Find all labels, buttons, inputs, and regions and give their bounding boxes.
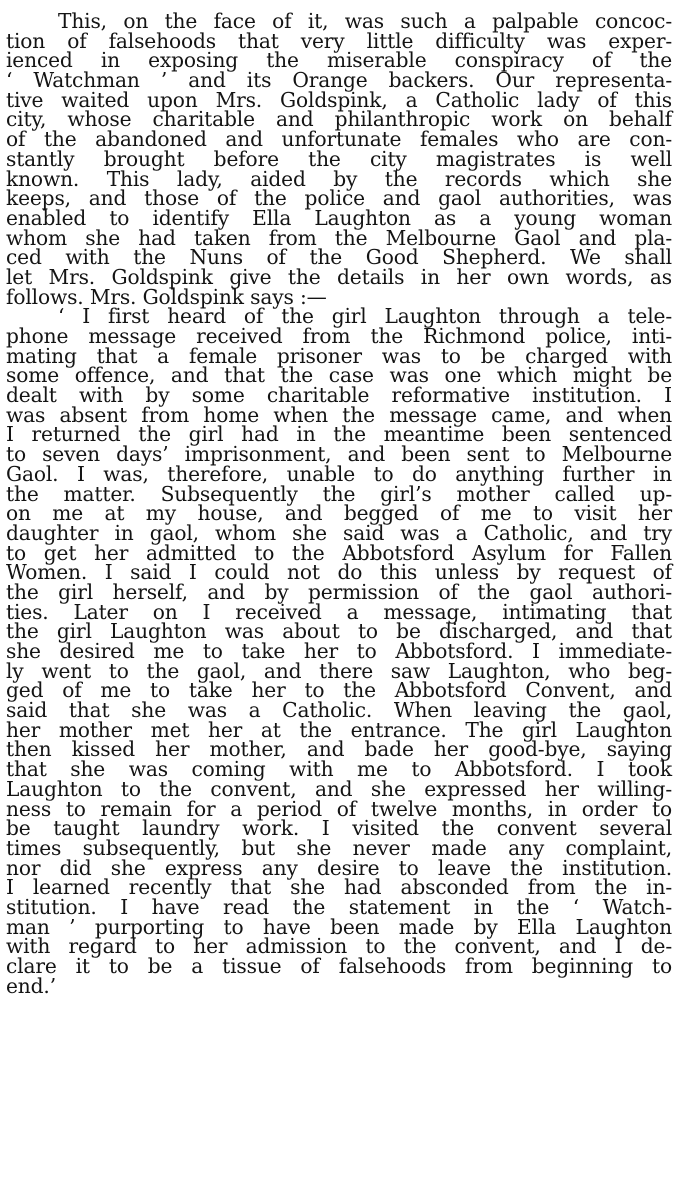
- text-line: I returned the girl had in the meantime been sentenced: [6, 422, 672, 447]
- text-line: ties. Later on I received a message, intimating that: [6, 599, 672, 624]
- text-line: city, whose charitable and philanthropic work on behalf: [6, 107, 672, 132]
- text-line: known. This lady, aided by the records which she: [6, 166, 672, 191]
- text-line: dealt with by some charitable reformative institution. I: [6, 383, 672, 408]
- text-line: ‘ Watchman ’ and its Orange backers. Our representa-: [6, 68, 672, 93]
- text-line: Women. I said I could not do this unless by request of: [6, 560, 672, 585]
- text-line: to get her admitted to the Abbotsford Asylum for Fallen: [6, 540, 672, 565]
- text-line: Gaol. I was, therefore, unable to do anything further in: [6, 461, 672, 486]
- text-line: ‘ I first heard of the girl Laughton through a tele-: [58, 304, 672, 329]
- article-paragraph-1: [6, 9, 672, 309]
- text-line: end.’: [6, 973, 56, 998]
- text-line: then kissed her mother, and bade her good-bye, saying: [6, 737, 672, 762]
- text-line: she desired me to take her to Abbotsford. I immediate-: [6, 639, 672, 663]
- text-line: her mother met her at the entrance. The girl Laughton: [6, 717, 672, 742]
- newspaper-column: [6, 9, 672, 998]
- text-line: tion of falsehoods that very little difficulty was exper-: [6, 28, 672, 53]
- text-line: This, on the face of it, was such a palpable concoc-: [58, 9, 672, 33]
- text-line: let Mrs. Goldspink give the details in her own words, as: [6, 264, 672, 289]
- text-line: tive waited upon Mrs. Goldspink, a Catholic lady of this: [6, 87, 672, 112]
- text-line: with regard to her admission to the convent, and I de-: [6, 934, 672, 959]
- article-paragraph-2: [6, 304, 672, 998]
- text-line: ged of me to take her to the Abbotsford Convent, and: [6, 678, 672, 703]
- text-line: stitution. I have read the statement in the ‘ Watch-: [6, 894, 672, 919]
- text-line: nor did she express any desire to leave the institution.: [6, 855, 672, 880]
- text-line: on me at my house, and begged of me to visit her: [6, 501, 672, 526]
- text-line: be taught laundry work. I visited the convent several: [6, 816, 672, 841]
- text-line: keeps, and those of the police and gaol authorities, was: [6, 186, 672, 211]
- text-line: I learned recently that she had absconded from the in-: [6, 875, 672, 900]
- text-line: enabled to identify Ella Laughton as a young woman: [6, 205, 672, 230]
- text-line: that she was coming with me to Abbotsford. I took: [6, 757, 672, 782]
- text-line: follows. Mrs. Goldspink says :—: [6, 284, 327, 309]
- text-line: to seven days’ imprisonment, and been sent to Melbourne: [6, 442, 672, 467]
- text-line: some offence, and that the case was one which might be: [6, 363, 672, 388]
- text-line: said that she was a Catholic. When leaving the gaol,: [6, 698, 672, 723]
- text-line: whom she had taken from the Melbourne Gaol and pla-: [6, 225, 672, 250]
- text-line: mating that a female prisoner was to be charged with: [6, 343, 672, 368]
- text-line: ced with the Nuns of the Good Shepherd. We shall: [6, 245, 672, 270]
- text-line: the girl herself, and by permission of the gaol authori-: [6, 579, 672, 604]
- text-line: daughter in gaol, whom she said was a Catholic, and try: [6, 520, 672, 545]
- text-line: man ’ purporting to have been made by Ella Laughton: [6, 914, 672, 939]
- text-line: of the abandoned and unfortunate females who are con-: [6, 127, 672, 152]
- text-line: ness to remain for a period of twelve months, in order to: [6, 796, 672, 821]
- text-line: the matter. Subsequently the girl’s mother called up-: [6, 481, 672, 506]
- text-line: times subsequently, but she never made any complaint,: [6, 835, 672, 860]
- text-line: the girl Laughton was about to be discharged, and that: [6, 619, 672, 644]
- text-line: ly went to the gaol, and there saw Laughton, who beg-: [6, 658, 672, 683]
- text-line: stantly brought before the city magistrates is well: [6, 146, 672, 171]
- text-line: clare it to be a tissue of falsehoods from beginning to: [6, 954, 672, 978]
- text-line: was absent from home when the message came, and when: [6, 402, 672, 427]
- text-line: phone message received from the Richmond police, inti-: [6, 324, 672, 348]
- text-line: ienced in exposing the miserable conspiracy of the: [6, 48, 672, 73]
- text-line: Laughton to the convent, and she expressed her willing-: [6, 776, 672, 801]
